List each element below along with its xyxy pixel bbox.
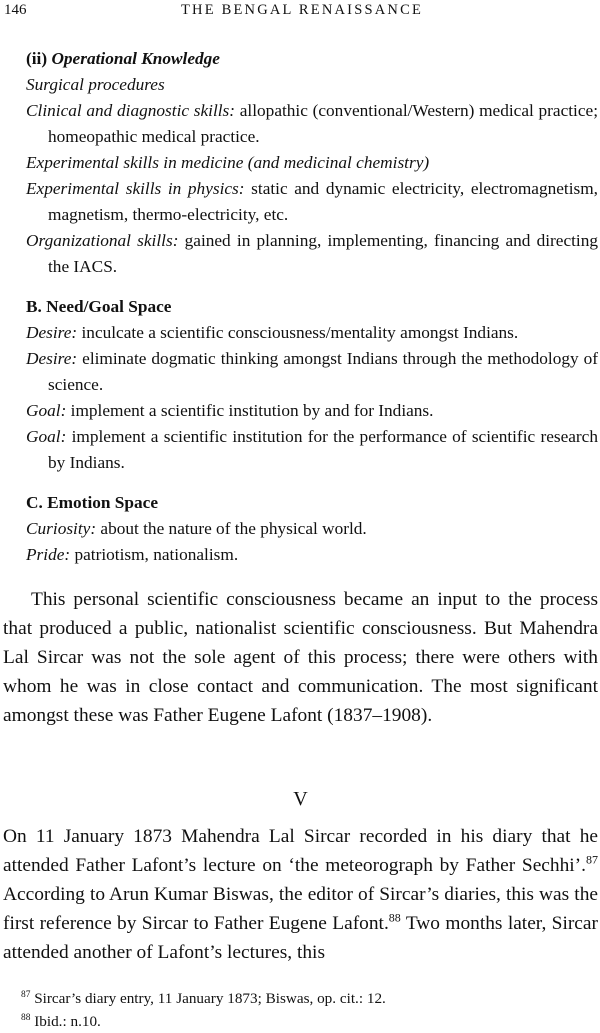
emotion-heading: C. Emotion Space (26, 493, 159, 512)
footnote: $^{87}$ Sircar’s diary entry, 11 January 1873; Biswas, op. cit.: 12. (21, 989, 386, 1007)
body-text (3, 585, 598, 967)
page-number: 146 (4, 2, 27, 18)
page-content (3, 46, 598, 967)
list-item: Goal: implement a scientific institution by and for Indians. (26, 401, 434, 420)
list-item: Curiosity: about the nature of the physical world. (26, 519, 367, 538)
list-item: Experimental skills in physics: static and dynamic electricity, electromagnetism, magnetism, thermo-electricity, etc. (26, 179, 598, 224)
list-item: Desire: inculcate a scientific consciousness/mentality amongst Indians. (26, 323, 519, 342)
need-goal-heading: B. Need/Goal Space (26, 297, 172, 316)
list-item: Desire: eliminate dogmatic thinking amongst Indians through the methodology of science. (26, 349, 598, 394)
footnotes (3, 987, 598, 1033)
list-item: Organizational skills: gained in planning, implementing, financing and directing the IACS. (26, 231, 598, 276)
operational-heading: (ii) Operational Knowledge (26, 49, 220, 68)
list-item: Experimental skills in medicine (and medicinal chemistry) (26, 153, 430, 172)
running-title: THE BENGAL RENAISSANCE (181, 2, 423, 18)
running-header (4, 2, 600, 22)
list-item: Surgical procedures (26, 75, 165, 94)
section-marker: V (293, 788, 308, 810)
list-item: Clinical and diagnostic skills: allopathic (conventional/Western) medical practice; homeopathic medical practice. (26, 101, 598, 146)
footnote-ref: 87 (585, 852, 598, 867)
list-item: Goal: implement a scientific institution for the performance of scientific research by Indians. (26, 427, 598, 472)
knowledge-list (26, 46, 598, 568)
footnote-ref: 88 (388, 910, 401, 925)
paragraph: On 11 January 1873 Mahendra Lal Sircar recorded in his diary that he attended Father Lafont’s lecture on ‘the meteorograph by Father Sechhi’.$^{87}$ According to Arun Kumar Biswas, the editor of Sircar’s diaries, this was the first reference by Sircar to Father Eugene Lafont.$^{88}$ Two months later, Sircar attended another of Lafont’s lectures, this (3, 826, 598, 963)
list-item: Pride: patriotism, nationalism. (26, 545, 239, 564)
paragraph: This personal scientific consciousness became an input to the process that produced a public, nationalist scientific consciousness. But Mahendra Lal Sircar was not the sole agent of this process; there were others with whom he was in close contact and communication. The most significant amongst these was Father Eugene Lafont (1837–1908). (3, 589, 598, 726)
footnote: $^{88}$ Ibid.: n.10. (21, 1012, 101, 1030)
